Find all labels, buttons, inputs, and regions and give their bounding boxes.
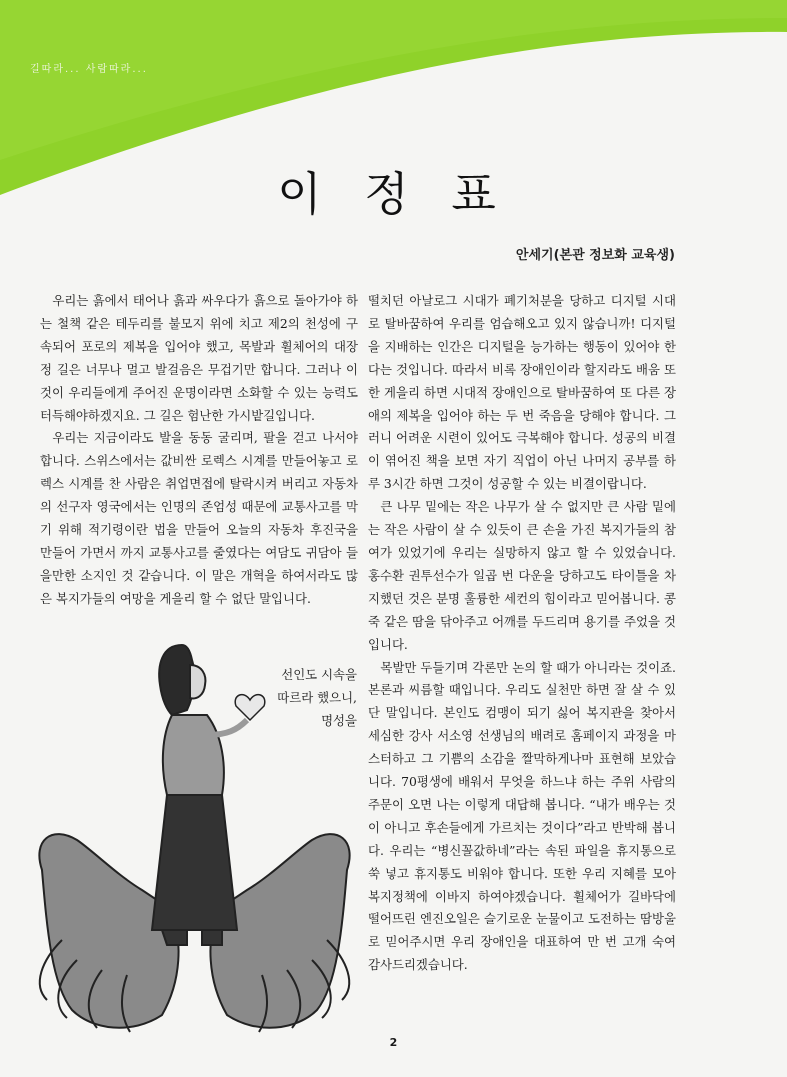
paragraph: 우리는 흙에서 태어나 흙과 싸우다가 흙으로 돌아가야 하는 철책 같은 테두리를 불모지 위에 치고 제2의 천성에 구속되어 포로의 제복을 입어야 했고, 목발과 휠체어의 대장정 길은 너무나 멀고 발걸음은 무겁기만 합니다. 그러나 이것이 우리들에게 주어진 운명이라면 소화할 수 있는 능력도 터득해야하겠지요. 그 길은 험난한 가시밭길입니다. — [40, 293, 358, 423]
tail-line: 따르라 했으니, — [277, 689, 357, 705]
page-number: 2 — [389, 1036, 398, 1049]
article-title: 이 정 표 — [277, 167, 510, 221]
tail-line: 명성을 — [321, 712, 357, 728]
paragraph: 우리는 지금이라도 발을 동동 굴리며, 팔을 걷고 나서야 합니다. 스위스에서는 값비싼 로렉스 시계를 만들어놓고 로렉스 시계를 찬 사람은 취업면접에 탈락시켜 버리고 자동차의 선구자 영국에서는 인명의 존엄성 때문에 교통사고를 막기 위해 적기령이란 법을 만들어 오늘의 자동차 후진국을 만들어 가면서 까지 교통사고를 줄였다는 여담도 귀담아 들을만한 소지인 것 같습니다. 이 말은 개혁을 하여서라도 많은 복지가들의 여망을 게을리 할 수 없단 말입니다. — [40, 430, 358, 606]
running-title: 길따라... 사람따라... — [30, 64, 148, 75]
woman-on-hands-illustration — [22, 640, 367, 1040]
paragraph: 목발만 두들기며 각론만 논의 할 때가 아니라는 것이죠. 본론과 씨름할 때입니다. 우리도 실천만 하면 잘 살 수 있단 말입니다. 본인도 컴맹이 되기 싫어 복지관을 찾아서 세심한 강사 서소영 선생님의 배려로 홈페이지 과정을 마스터하고 그 기쁨의 소감을 짤막하게나마 표현해 보았습니다. 70평생에 배워서 무엇을 하느냐 하는 주위 사람의 주문이 오면 나는 이렇게 대답해 봅니다. “내가 배우는 것이 아니고 후손들에게 가르치는 것이다”라고 반박해 봅니다. 우리는 “병신꼴값하네”라는 속된 파일을 휴지통으로 쑥 넣고 휴지통도 비워야 합니다. 또한 우리 지혜를 모아 복지정책에 이바지 하여야겠습니다. 휠체어가 길바닥에 떨어뜨린 엔진오일은 슬기로운 눈물이고 도전하는 땀방울로 믿어주시면 우리 장애인을 대표하여 만 번 고개 숙여 감사드리겠습니다. — [368, 659, 676, 973]
article-author: 안세기(본관 정보화 교육생) — [515, 248, 675, 263]
tail-line: 선인도 시속을 — [281, 667, 357, 682]
paragraph: 떨치던 아날로그 시대가 폐기처분을 당하고 디지털 시대로 탈바꿈하여 우리를 엄습해오고 있지 않습니까! 디지털을 지배하는 인간은 디지털을 능가하는 행동이 있어야 한다는 것입니다. 따라서 비록 장애인이라 할지라도 배움 또한 게을리 하면 시대적 장애인으로 탈바꿈하여 또 다른 장애의 제복을 입어야 하는 두 번 죽음을 당해야 합니다. 그러니 어려운 시련이 있어도 극복해야 합니다. 성공의 비결이 엮어진 책을 보면 자기 직업이 아닌 나머지 공부를 하루 3시간 하면 그것이 성공할 수 있는 비결이랍니다. — [368, 293, 676, 492]
left-column — [40, 290, 358, 611]
paragraph: 큰 나무 밑에는 작은 나무가 살 수 없지만 큰 사람 밑에는 작은 사람이 살 수 있듯이 큰 손을 가진 복지가들의 참여가 있었기에 우리는 실망하지 않고 할 수 있었습니다. 홍수환 권투선수가 일곱 번 다운을 당하고도 타이틀을 차지했던 것은 분명 훌륭한 세컨의 힘이라고 믿어봅니다. 콩죽 같은 땀을 닦아주고 어깨를 두드리며 용기를 주었을 것입니다. — [368, 499, 676, 652]
right-column — [368, 290, 676, 977]
